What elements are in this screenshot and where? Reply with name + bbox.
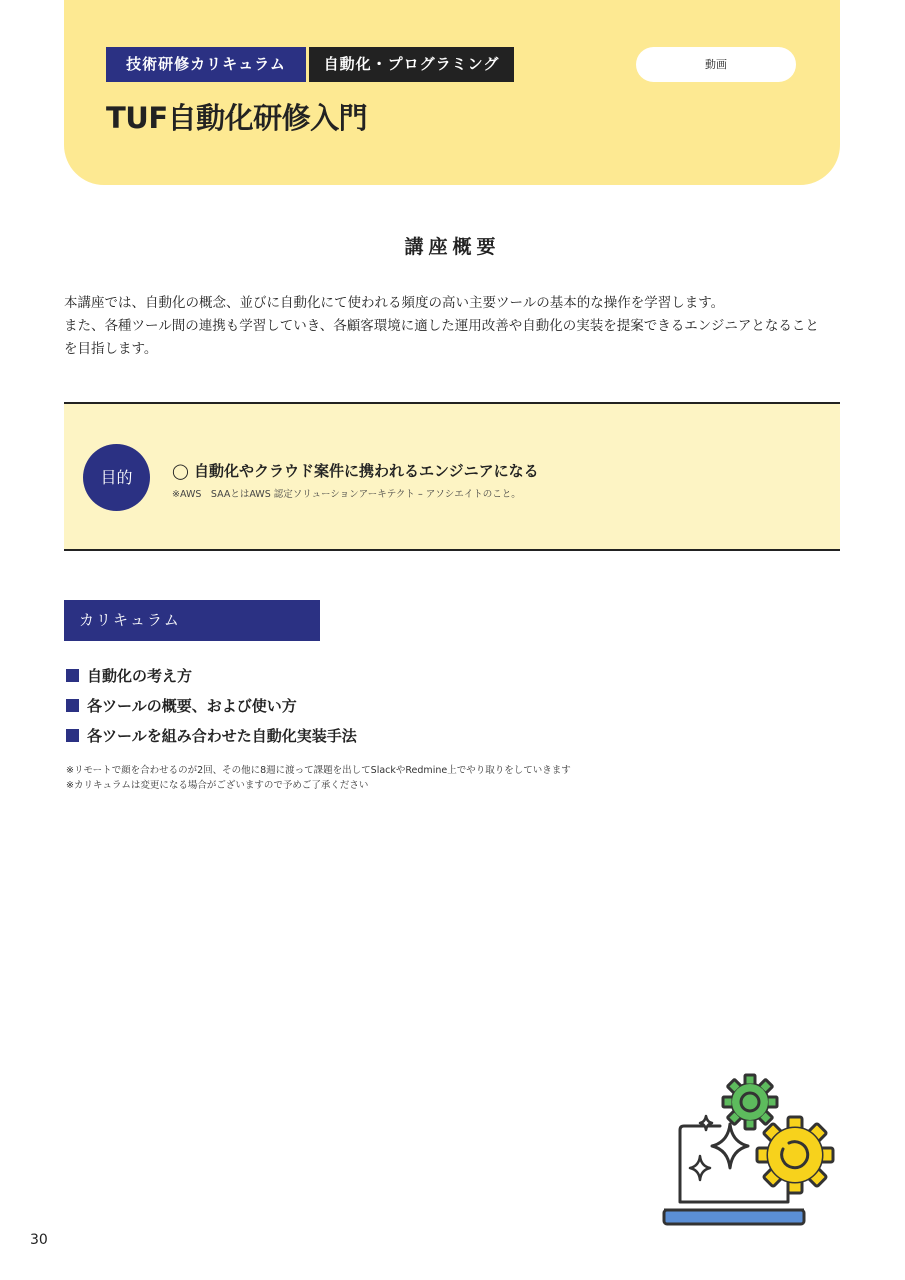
format-badge: 動画 — [636, 47, 796, 82]
square-bullet-icon — [66, 729, 79, 742]
note-line: ※リモートで顔を合わせるのが2回、その他に8週に渡って課題を出してSlackやRedmine上でやり取りをしていきます — [66, 765, 571, 776]
header-banner — [64, 0, 840, 185]
list-item — [66, 694, 357, 724]
overview-line: また、各種ツール間の連携も学習していき、各顧客環境に適した運用改善や自動化の実装を提案できるエンジニアとなること — [64, 318, 819, 334]
laptop-gears-icon — [660, 1072, 840, 1232]
overview-heading: 講座概要 — [404, 236, 501, 258]
curriculum-notes — [66, 763, 571, 793]
list-item — [66, 724, 357, 754]
list-item — [66, 664, 357, 694]
page-number: 30 — [30, 1232, 48, 1248]
square-bullet-icon — [66, 699, 79, 712]
purpose-note: ※AWS SAAとはAWS 認定ソリューションアーキテクト – アソシエイトのこと。 — [172, 489, 521, 500]
note-line: ※カリキュラムは変更になる場合がございますので予めご了承ください — [66, 780, 369, 791]
subcategory-tag: 自動化・プログラミング — [309, 47, 514, 82]
curriculum-list — [66, 664, 357, 754]
purpose-box — [64, 402, 840, 551]
curriculum-heading: カリキュラム — [64, 600, 320, 641]
category-tag: 技術研修カリキュラム — [106, 47, 306, 82]
purpose-badge: 目的 — [83, 444, 150, 511]
list-item-label: 自動化の考え方 — [87, 667, 193, 685]
list-item-label: 各ツールを組み合わせた自動化実装手法 — [87, 727, 357, 745]
overview-text — [64, 292, 844, 361]
overview-line: を目指します。 — [64, 341, 158, 357]
overview-line: 本講座では、自動化の概念、並びに自動化にて使われる頻度の高い主要ツールの基本的な操作を学習します。 — [64, 295, 725, 311]
purpose-goal: ◯ 自動化やクラウド案件に携われるエンジニアになる — [172, 462, 539, 480]
list-item-label: 各ツールの概要、および使い方 — [87, 697, 297, 715]
course-title: TUF自動化研修入門 — [106, 101, 368, 135]
square-bullet-icon — [66, 669, 79, 682]
